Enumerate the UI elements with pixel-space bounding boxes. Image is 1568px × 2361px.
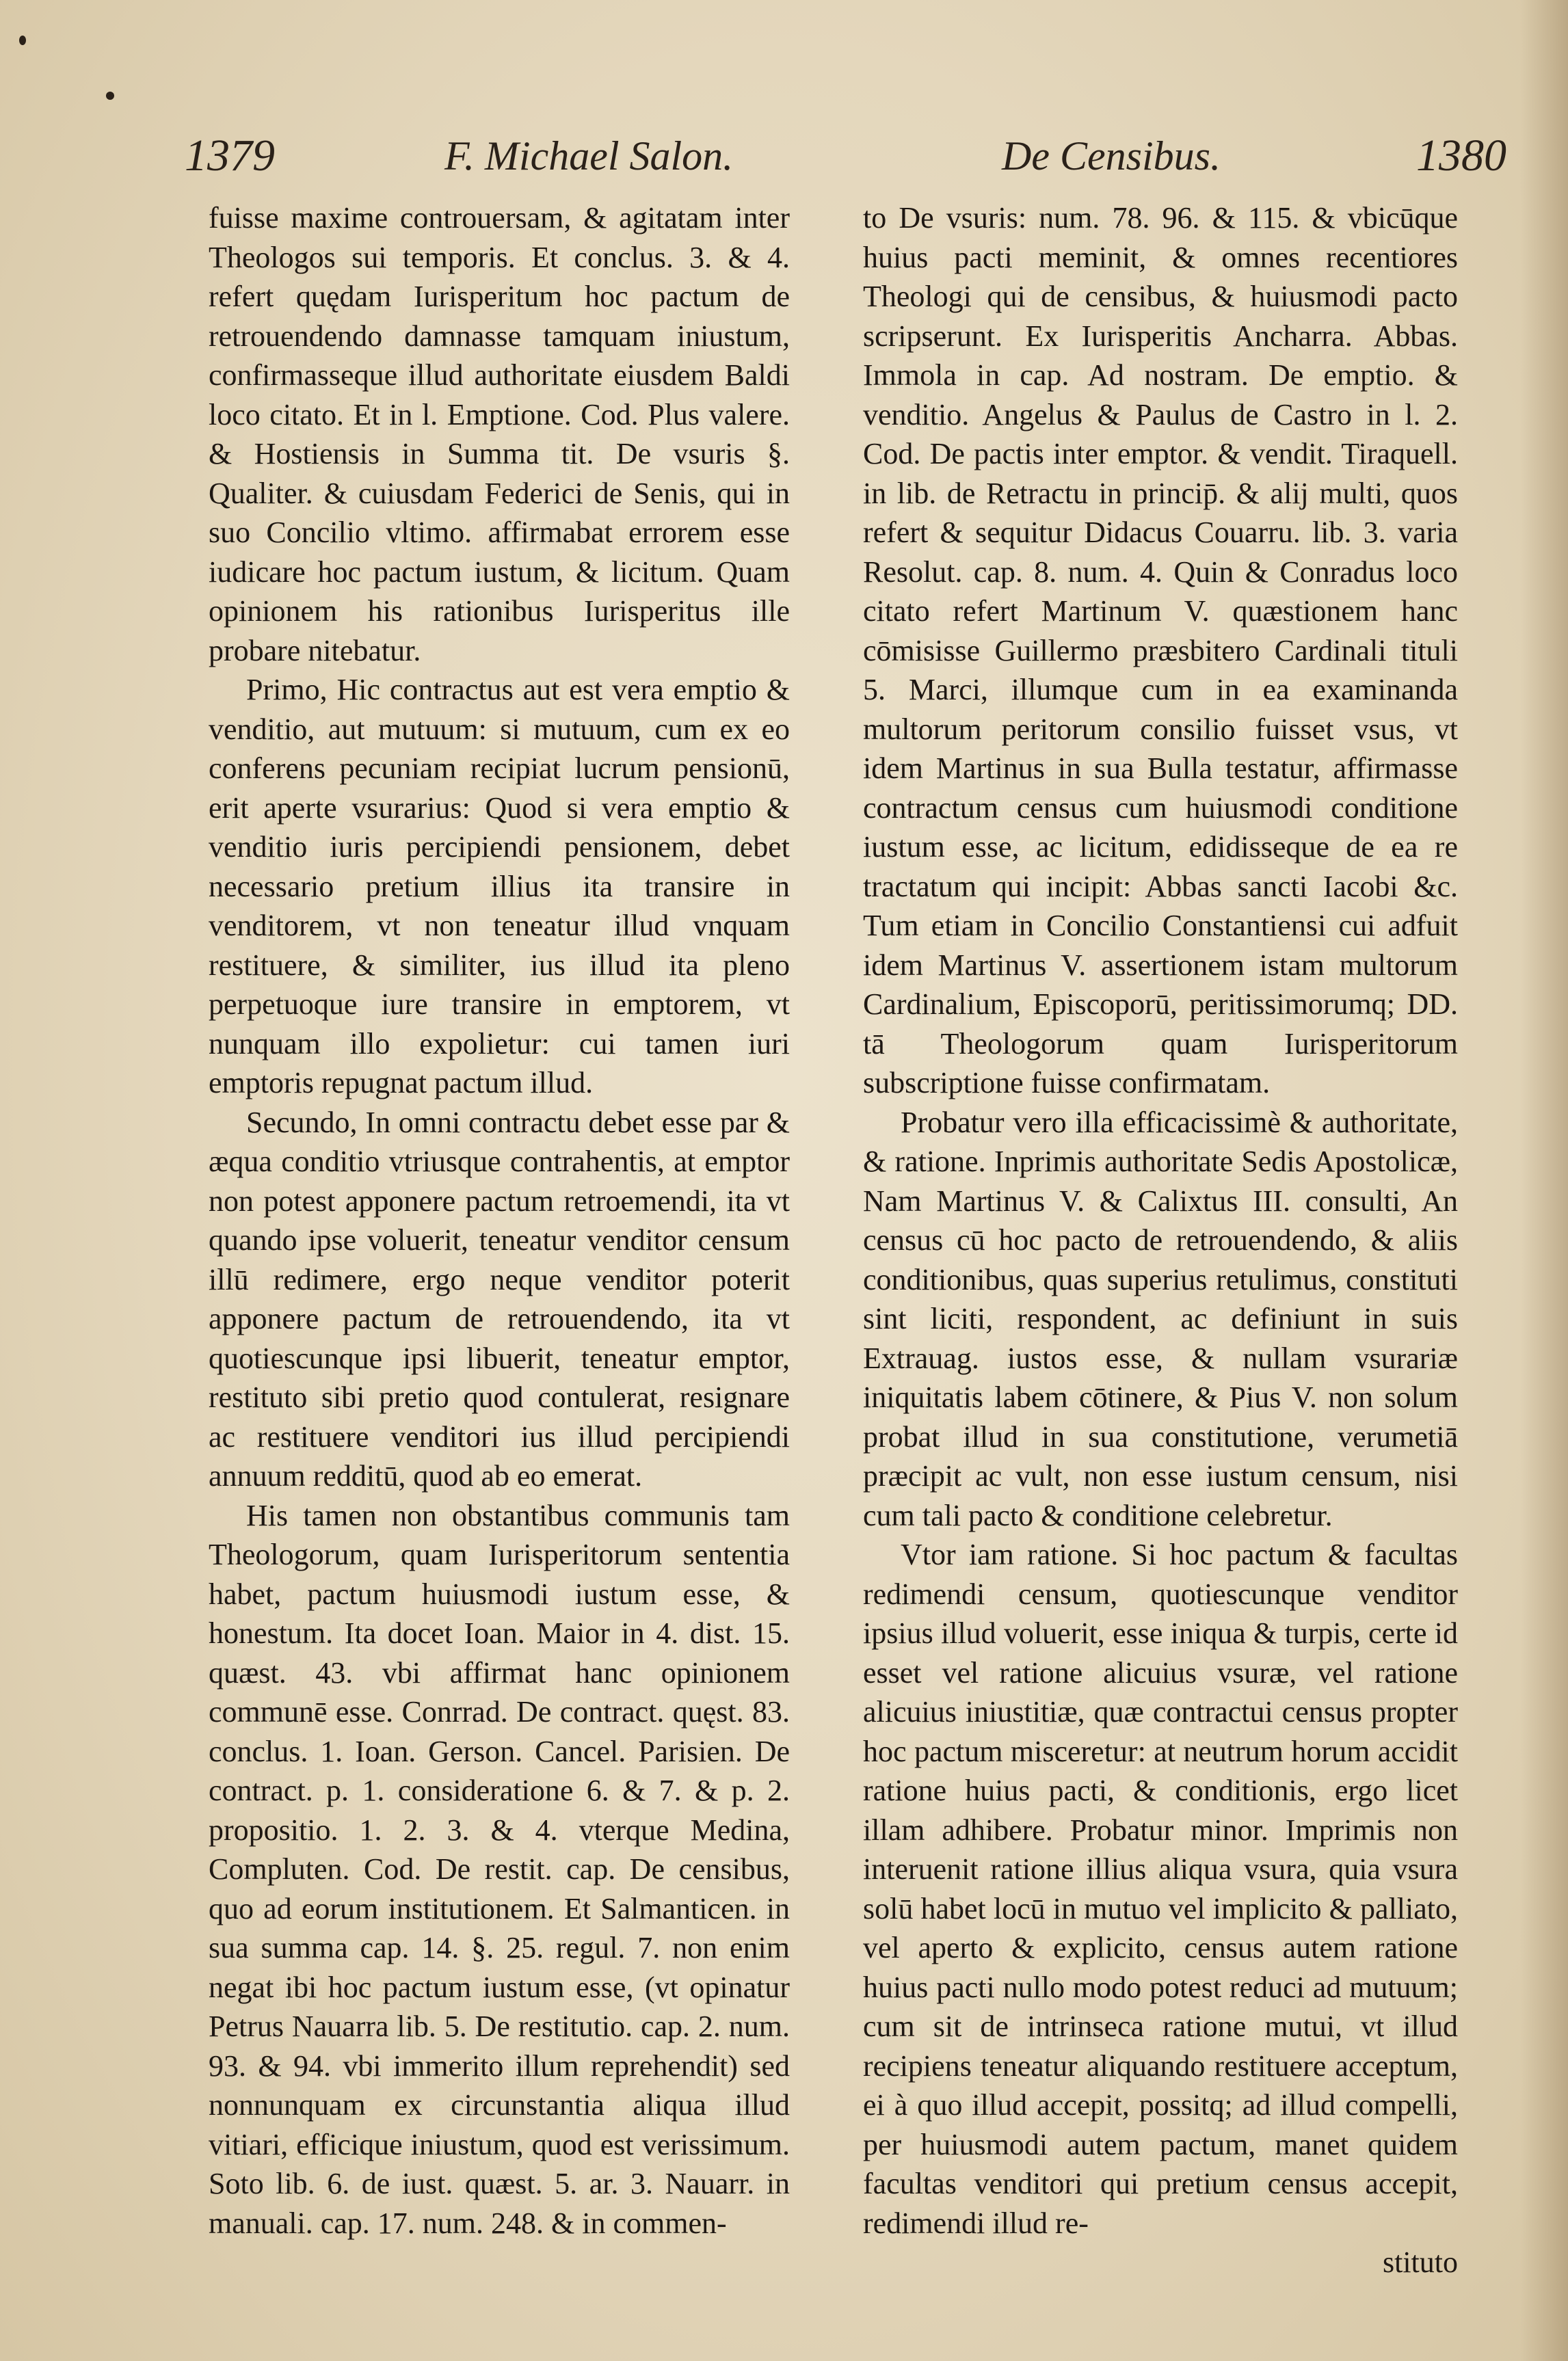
running-title-right: De Censibus. <box>1002 133 1221 178</box>
ink-speck <box>19 36 26 45</box>
page-edge-shadow <box>1520 0 1568 2361</box>
paragraph: Vtor iam ratione. Si hoc pactum & facultas redimendi censum, quotiescunque venditor ipsius illud voluerit, esse iniqua & turpis, certe id esset vel ratione alicuius vsuræ, vel ratione alicuius iniustitiæ, quæ contractui census propter hoc pactum misceretur: at neutrum horum accidit ratione huius pacti, & conditionis, ergo licet illam adhibere. Probatur minor. Imprimis non interuenit ratione illius aliqua vsura, quia vsura solū habet locū in mutuo vel implicito & palliato, vel aperto & explicito, census autem ratione huius pacti nullo modo potest reduci ad mutuum; cum sit de intrinseca ratione mutui, vt illud recipiens teneatur aliquando restituere acceptum, ei à quo illud accepit, possitq; ad illud compelli, per huiusmodi autem pactum, manet quidem facultas venditori qui pretium census accepit, redimendi illud re- <box>863 1538 1458 2240</box>
paragraph: Primo, Hic contractus aut est vera emptio & venditio, aut mutuum: si mutuum, cum ex eo conferens pecuniam recipiat lucrum pensionū, erit aperte vsurarius: Quod si vera emptio & venditio iuris percipiendi pensionem, debet necessario pretium illius ita transire in venditorem, vt non teneatur illud vnquam restituere, & similiter, ius illud ita pleno perpetuoque iure transire in emptorem, vt nunquam illo expolietur: cui tamen iuri emptoris repugnat pactum illud. <box>209 673 790 1099</box>
left-column <box>209 198 790 2243</box>
running-title-left: F. Michael Salon. <box>444 133 734 178</box>
paragraph: fuisse maxime controuersam, & agitatam inter Theologos sui temporis. Et conclus. 3. & 4. refert quędam Iurisperitum hoc pactum de retrouendendo damnasse tamquam iniustum, confirmasseque illud authoritate eiusdem Baldi loco citato. Et in l. Emptione. Cod. Plus valere. & Hostiensis in Summa tit. De vsuris §. Qualiter. & cuiusdam Federici de Senis, qui in suo Concilio vltimo. affirmabat errorem esse iudicare hoc pactum iustum, & licitum. Quam opinionem his rationibus Iurisperitus ille probare nitebatur. <box>209 201 790 667</box>
paragraph: Secundo, In omni contractu debet esse par & æqua conditio vtriusque contrahentis, at emptor non potest apponere pactum retroemendi, ita vt quando ipse voluerit, teneatur venditor censum illū redimere, ergo neque venditor poterit apponere pactum de retrouendendo, ita vt quotiescunque ipsi libuerit, teneatur emptor, restituto sibi pretio quod contulerat, resignare ac restituere venditori ius illud percipiendi annuum redditū, quod ab eo emerat. <box>209 1105 790 1493</box>
ink-speck <box>106 92 114 100</box>
paragraph: Probatur vero illa efficacissimè & authoritate, & ratione. Inprimis authoritate Sedis Apostolicæ, Nam Martinus V. & Calixtus III. consulti, An census cū hoc pacto de retrouendendo, & aliis conditionibus, quas superius retulimus, constituti sint liciti, respondent, ac definiunt in suis Extrauag. iustos esse, & nullam vsurariæ iniquitatis labem cōtinere, & Pius V. non solum probat illud in sua constitutione, verumetiā præcipit ac vult, non esse iustum censum, nisi cum tali pacto & conditione celebretur. <box>863 1105 1458 1532</box>
page-number-left: 1379 <box>185 131 275 181</box>
paragraph: to De vsuris: num. 78. 96. & 115. & vbicūque huius pacti meminit, & omnes recentiores Theologi qui de censibus, & huiusmodi pacto scripserunt. Ex Iurisperitis Ancharra. Abbas. Immola in cap. Ad nostram. De emptio. & venditio. Angelus & Paulus de Castro in l. 2. Cod. De pactis inter emptor. & vendit. Tiraquell. in lib. de Retractu in princip̄. & alij multi, quos refert & sequitur Didacus Couarru. lib. 3. varia Resolut. cap. 8. num. 4. Quin & Conradus loco citato refert Martinum V. quæstionem hanc cōmisisse Guillermo præsbitero Cardinali tituli 5. Marci, illumque cum in ea examinanda multorum peritorum consilio fuisset vsus, vt idem Martinus in sua Bulla testatur, affirmasse contractum census cum huiusmodi conditione iustum esse, ac licitum, edidisseque de ea re tractatum qui incipit: Abbas sancti Iacobi &c. Tum etiam in Concilio Constantiensi cui adfuit idem Martinus V. assertionem istam multorum Cardinalium, Episcoporū, peritissimorumq; DD. tā Theologorum quam Iurisperitorum subscriptione fuisse confirmatam. <box>863 201 1458 1099</box>
page-header <box>185 130 1506 191</box>
page-number-right: 1380 <box>1416 131 1506 181</box>
paragraph: His tamen non obstantibus communis tam Theologorum, quam Iurisperitorum sententia habet, pactum huiusmodi iustum esse, & honestum. Ita docet Ioan. Maior in 4. dist. 15. quæst. 43. vbi affirmat hanc opinionem communē esse. Conrrad. De contract. quęst. 83. conclus. 1. Ioan. Gerson. Cancel. Parisien. De contract. p. 1. consideratione 6. & 7. & p. 2. propositio. 1. 2. 3. & 4. vterque Medina, Compluten. Cod. De restit. cap. De censibus, quo ad eorum institutionem. Et Salmanticen. in sua summa cap. 14. §. 25. regul. 7. non enim negat ibi hoc pactum iustum esse, (vt opinatur Petrus Nauarra lib. 5. De restitutio. cap. 2. num. 93. & 94. vbi immerito illum reprehendit) sed nonnunquam ex circunstantia aliqua illud vitiari, efficique iniustum, quod est verissimum. Soto lib. 6. de iust. quæst. 5. ar. 3. Nauarr. in manuali. cap. 17. num. 248. & in commen- <box>209 1498 790 2240</box>
right-column <box>863 198 1458 2282</box>
catchword: stituto <box>1382 2245 1458 2279</box>
